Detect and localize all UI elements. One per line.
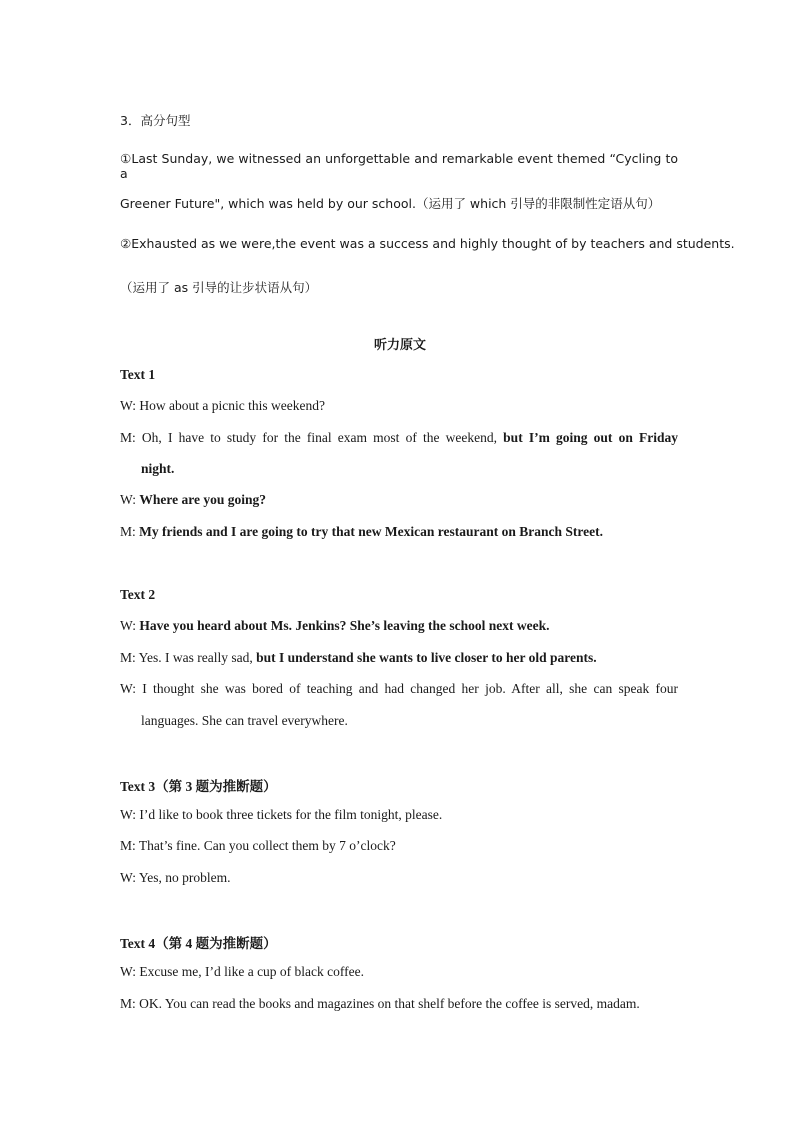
text1-line-4 xyxy=(120,524,603,540)
text2-line-1-speaker: W: xyxy=(120,618,140,633)
text1-line-1: W: How about a picnic this weekend? xyxy=(120,398,325,413)
text1-line-2 xyxy=(120,430,678,446)
sentence-1-line-2: Greener Future", which was held by our school.（运用了 which 引导的非限制性定语从句） xyxy=(120,196,661,211)
text1-line-4-bold: My friends and I are going to try that new Mexican restaurant on Branch Street. xyxy=(139,524,603,539)
text2-line-1-bold: Have you heard about Ms. Jenkins? She’s leaving the school next week. xyxy=(139,618,550,633)
text2-line-1 xyxy=(120,618,550,634)
text2-line-3-continued: languages. She can travel everywhere. xyxy=(141,713,348,728)
text4-line-1: W: Excuse me, I’d like a cup of black coffee. xyxy=(120,964,365,979)
text3-line-2: M: That’s fine. Can you collect them by 7 o’clock? xyxy=(120,838,396,853)
text2-line-2-plain: M: Yes. I was really sad, xyxy=(120,650,257,665)
text3-line-3: W: Yes, no problem. xyxy=(120,870,231,885)
text1-line-2-continued: night. xyxy=(141,461,175,476)
text3-label: Text 3（第 3 题为推断题） xyxy=(120,779,277,794)
text1-line-4-speaker: M: xyxy=(120,524,140,539)
sentence-1-line-1: ①Last Sunday, we witnessed an unforgettable and remarkable event themed “Cycling to a xyxy=(120,151,678,181)
sentence-2-line-2: （运用了 as 引导的让步状语从句） xyxy=(120,280,318,295)
text1-line-3-bold: Where are you going? xyxy=(139,492,266,507)
text1-label: Text 1 xyxy=(120,367,156,382)
text4-label: Text 4（第 4 题为推断题） xyxy=(120,936,277,951)
sentence-2-line-1: ②Exhausted as we were,the event was a success and highly thought of by teachers and students. xyxy=(120,236,735,251)
text4-line-2: M: OK. You can read the books and magazines on that shelf before the coffee is served, madam. xyxy=(120,996,640,1011)
text2-line-3: W: I thought she was bored of teaching and had changed her job. After all, she can speak four xyxy=(120,681,678,696)
section-heading: 3．高分句型 xyxy=(120,113,191,128)
text2-line-2 xyxy=(120,650,597,666)
text1-line-3 xyxy=(120,492,266,508)
text1-line-2-plain: M: Oh, I have to study for the final exam most of the weekend, xyxy=(120,430,504,445)
text3-line-1: W: I’d like to book three tickets for the film tonight, please. xyxy=(120,807,443,822)
transcript-title: 听力原文 xyxy=(373,338,426,353)
text1-line-2-bold: but I’m going out on Friday xyxy=(503,430,678,445)
text2-label: Text 2 xyxy=(120,587,156,602)
text2-line-2-bold: but I understand she wants to live closer to her old parents. xyxy=(256,650,597,665)
text1-line-3-speaker: W: xyxy=(120,492,140,507)
